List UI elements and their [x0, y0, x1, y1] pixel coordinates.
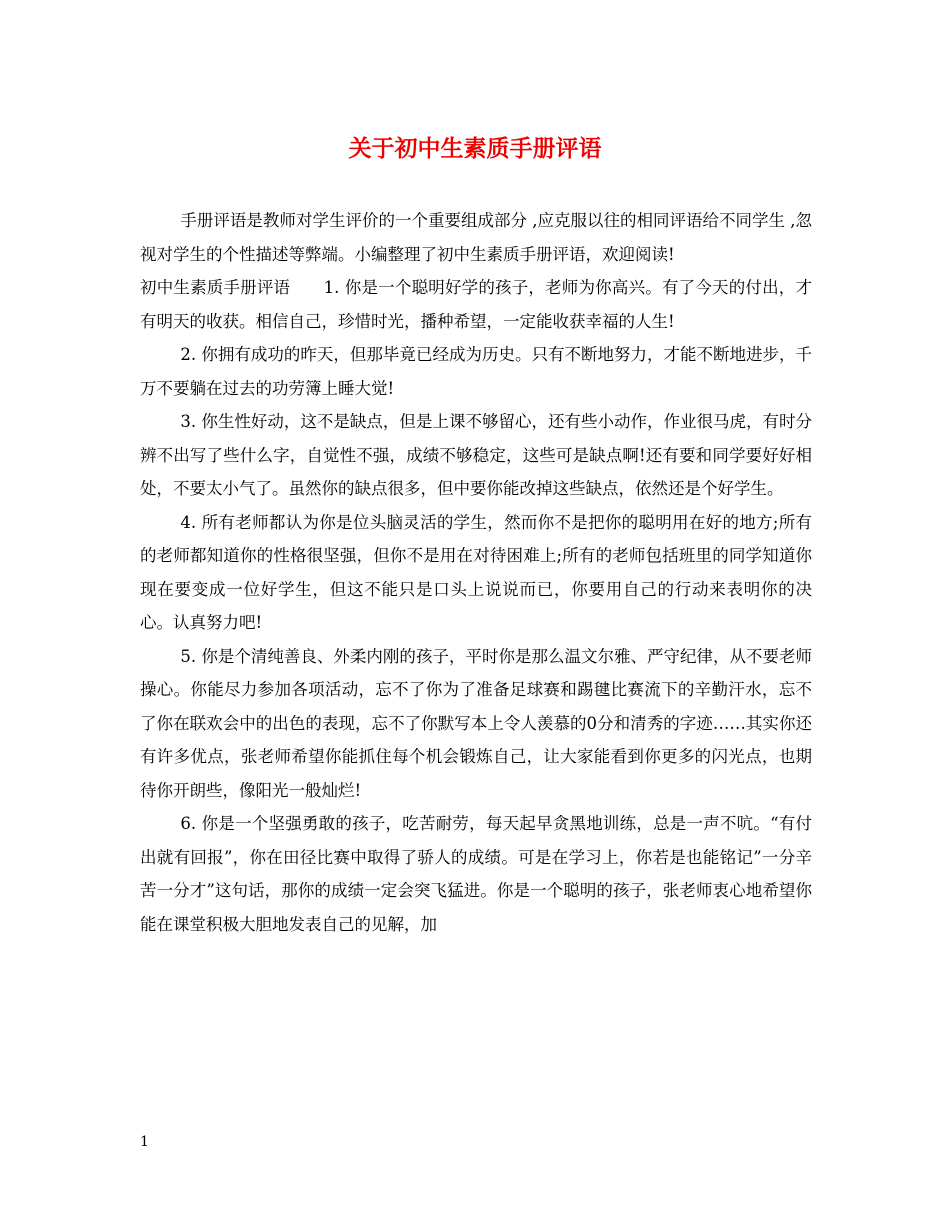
document-body — [140, 204, 812, 941]
intro-paragraph: 手册评语是教师对学生评价的一个重要组成部分 ,应克服以往的相同评语给不同学生 ,忽视对学生的个性描述等弊端。小编整理了初中生素质手册评语，欢迎阅读! — [140, 211, 812, 264]
page-number: 1 — [140, 1134, 149, 1150]
comment-paragraph-4: 4. 所有老师都认为你是位头脑灵活的学生，然而你不是把你的聪明用在好的地方;所有的老师都知道你的性格很坚强，但你不是用在对待困难上;所有的老师包括班里的同学知道你现在要变成一位好学生，但这不能只是口头上说说而已，你要用自己的行动来表明你的决心。认真努力吧! — [140, 512, 812, 632]
comment-paragraph-3: 3. 你生性好动，这不是缺点，但是上课不够留心，还有些小动作，作业很马虎，有时分辨不出写了些什么字，自觉性不强，成绩不够稳定，这些可是缺点啊!还有要和同学要好好相处，不要太小气了。虽然你的缺点很多，但中要你能改掉这些缺点，依然还是个好学生。 — [140, 412, 812, 498]
comment-paragraph-1: 初中生素质手册评语 1. 你是一个聪明好学的孩子，老师为你高兴。有了今天的付出，才有明天的收获。相信自己，珍惜时光，播种希望，一定能收获幸福的人生! — [140, 278, 812, 331]
document-title: 关于初中生素质手册评语 — [348, 135, 602, 162]
comment-paragraph-2: 2. 你拥有成功的昨天，但那毕竟已经成为历史。只有不断地努力，才能不断地进步，千万不要躺在过去的功劳簿上睡大觉! — [140, 345, 812, 398]
comment-paragraph-6: 6. 你是一个坚强勇敢的孩子，吃苦耐劳，每天起早贪黑地训练，总是一声不吭。“有付出就有回报”，你在田径比赛中取得了骄人的成绩。可是在学习上，你若是也能铭记”一分辛苦一分才”这句话，那你的成绩一定会突飞猛进。你是一个聪明的孩子，张老师衷心地希望你能在课堂积极大胆地发表自己的见解，加 — [140, 814, 812, 934]
comment-paragraph-5: 5. 你是个清纯善良、外柔内刚的孩子，平时你是那么温文尔雅、严守纪律，从不要老师操心。你能尽力参加各项活动，忘不了你为了准备足球赛和踢毽比赛流下的辛勤汗水，忘不了你在联欢会中的出色的表现，忘不了你默写本上令人羡慕的0分和清秀的字迹……其实你还有许多优点，张老师希望你能抓住每个机会锻炼自己，让大家能看到你更多的闪光点，也期待你开朗些，像阳光一般灿烂! — [140, 646, 812, 800]
